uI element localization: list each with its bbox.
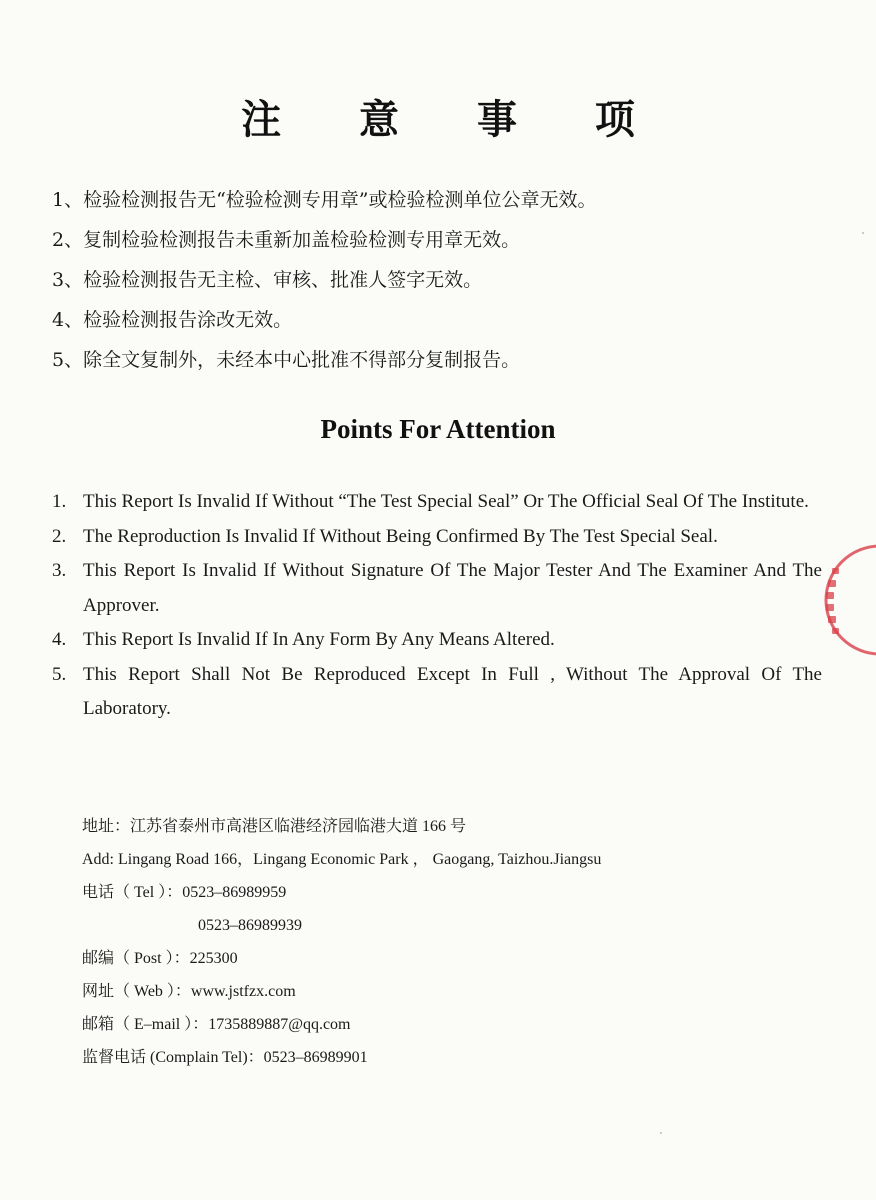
address-cn: 地址：江苏省泰州市高港区临港经济园临港大道 166 号 bbox=[82, 818, 467, 835]
en-item-text: This Report Is Invalid If Without Signature Of The Major Tester And The Examiner And The Approver. bbox=[83, 560, 822, 616]
cn-item-4: 4、检验检测报告涂改无效。 bbox=[52, 309, 293, 331]
en-item-number: 2. bbox=[52, 525, 67, 547]
telephone-primary: 电话（ Tel ）：0523–86989959 bbox=[82, 884, 287, 901]
en-item-number: 4. bbox=[52, 629, 67, 650]
english-notice-list bbox=[52, 485, 822, 727]
en-item bbox=[52, 623, 822, 658]
email: 邮箱（ E–mail ）：1735889887@qq.com bbox=[82, 1016, 351, 1033]
seal-ring bbox=[826, 546, 876, 654]
official-seal-icon bbox=[820, 540, 876, 660]
contact-block bbox=[82, 810, 782, 1074]
website: 网址（ Web ）：www.jstfzx.com bbox=[82, 983, 296, 1000]
en-item-number: 3. bbox=[52, 560, 67, 581]
cn-item-3: 3、检验检测报告无主检、审核、批准人签字无效。 bbox=[52, 269, 483, 291]
scan-speck bbox=[660, 1132, 662, 1134]
scan-speck bbox=[862, 232, 864, 234]
postcode: 邮编（ Post ）：225300 bbox=[82, 950, 238, 967]
chinese-notice-list bbox=[52, 180, 832, 380]
complaint-telephone: 监督电话 (Complain Tel)：0523–86989901 bbox=[82, 1049, 368, 1066]
en-item-number: 5. bbox=[52, 663, 67, 685]
en-item bbox=[52, 520, 822, 555]
telephone-secondary: 0523–86989939 bbox=[198, 917, 302, 934]
en-item-text: This Report Is Invalid If In Any Form By Any Means Altered. bbox=[83, 629, 555, 650]
en-item-text: This Report Is Invalid If Without “The Test Special Seal” Or The Official Seal Of The Institute. bbox=[83, 491, 809, 512]
en-item bbox=[52, 554, 822, 623]
en-item-text: This Report Shall Not Be Reproduced Except In Full , Without The Approval Of The Laboratory. bbox=[83, 663, 822, 719]
cn-item-5: 5、除全文复制外，未经本中心批准不得部分复制报告。 bbox=[52, 349, 521, 371]
cn-item-1: 1、检验检测报告无“检验检测专用章”或检验检测单位公章无效。 bbox=[52, 189, 597, 211]
en-item bbox=[52, 658, 822, 727]
chinese-title: 注 意 事 项 bbox=[241, 97, 667, 143]
en-item-number: 1. bbox=[52, 491, 67, 512]
cn-item-2: 2、复制检验检测报告未重新加盖检验检测专用章无效。 bbox=[52, 229, 521, 251]
en-item bbox=[52, 485, 822, 520]
address-en: Add: Lingang Road 166，Lingang Economic Park ， Gaogang, Taizhou.Jiangsu bbox=[82, 851, 602, 868]
en-item-text: The Reproduction Is Invalid If Without Being Confirmed By The Test Special Seal. bbox=[83, 525, 718, 547]
english-title: Points For Attention bbox=[320, 414, 556, 444]
